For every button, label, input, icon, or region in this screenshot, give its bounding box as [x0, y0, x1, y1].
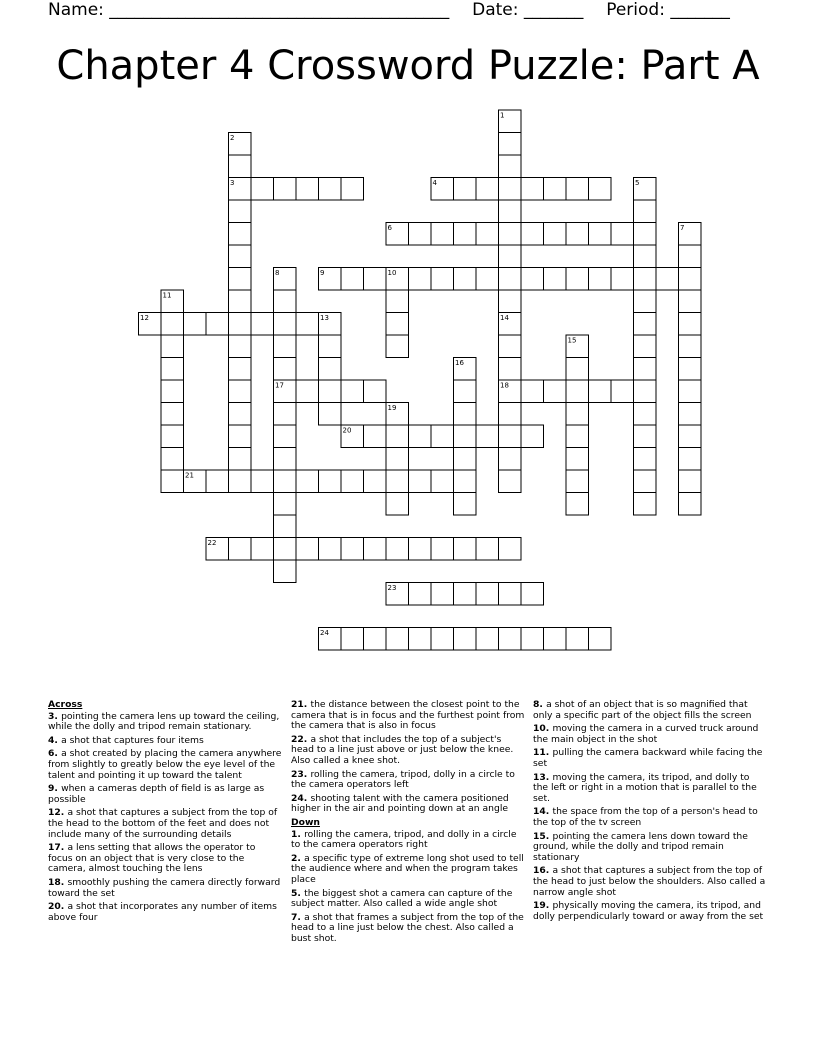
clue-number: 16 [455, 359, 464, 367]
grid-cell[interactable] [206, 470, 229, 493]
grid-cell[interactable] [161, 425, 184, 448]
grid-cell[interactable] [499, 245, 522, 268]
down-clue: 2. a specific type of extreme long shot used to tell the audience where and when the program takes place [291, 852, 524, 885]
grid-cell[interactable] [431, 628, 454, 651]
grid-cell[interactable] [499, 178, 522, 201]
across-clue: 24. shooting talent with the camera positioned higher in the air and pointing down at an angle [291, 792, 509, 815]
grid-cell[interactable] [566, 425, 589, 448]
clues-column-3 [533, 700, 767, 925]
grid-cell[interactable] [634, 403, 657, 426]
clue-number: 6 [387, 224, 392, 232]
grid-cell[interactable] [679, 358, 702, 381]
grid-cell[interactable] [499, 538, 522, 561]
grid-cell[interactable] [566, 380, 589, 403]
grid-cell[interactable] [229, 380, 252, 403]
grid-cell[interactable] [454, 403, 477, 426]
grid-cell[interactable] [499, 290, 522, 313]
grid-cell[interactable] [229, 403, 252, 426]
grid-cell[interactable] [161, 335, 184, 358]
grid-cell[interactable] [679, 425, 702, 448]
grid-cell[interactable] [296, 470, 319, 493]
clue-number: 20 [342, 426, 352, 435]
grid-cell[interactable] [476, 223, 499, 246]
grid-cell[interactable] [364, 538, 387, 561]
clues-column-2 [291, 700, 525, 947]
period-field[interactable]: Period: _______ [606, 0, 730, 20]
down-clue: 7. a shot that frames a subject from the top of the head to a line just below the chest. Also called a bust shot. [291, 911, 524, 944]
grid-cell[interactable] [409, 538, 432, 561]
grid-cell[interactable] [656, 268, 679, 291]
down-clue: 16. a shot that captures a subject from the top of the head to just below the shoulders. Also called a narrow angle shot [533, 865, 766, 898]
clue-number: 22 [207, 539, 217, 547]
grid-cell[interactable] [296, 380, 319, 403]
grid-cell[interactable] [634, 493, 657, 516]
grid-cell[interactable] [319, 403, 342, 426]
grid-cell[interactable] [409, 470, 432, 493]
section-heading-across: Across [48, 699, 83, 710]
across-clue: 12. a shot that captures a subject from the top of the head to the bottom of the feet and does not include many of the surrounding details [48, 807, 278, 840]
grid-cell[interactable] [634, 245, 657, 268]
grid-cell[interactable] [161, 448, 184, 471]
grid-cell[interactable] [364, 268, 387, 291]
grid-cell[interactable] [454, 178, 477, 201]
clue-number: 13 [320, 314, 329, 322]
grid-cell[interactable] [454, 538, 477, 561]
grid-cell[interactable] [341, 268, 364, 291]
grid-cell[interactable] [274, 470, 297, 493]
grid-cell[interactable] [229, 268, 252, 291]
down-clue: 11. pulling the camera backward while facing the set [533, 747, 763, 769]
grid-cell[interactable] [251, 313, 274, 336]
clue-number: 21 [185, 471, 194, 480]
grid-cell[interactable] [566, 470, 589, 493]
grid-cell[interactable] [229, 313, 252, 336]
grid-cell[interactable] [499, 628, 522, 651]
grid-cell[interactable] [454, 470, 477, 493]
grid-cell[interactable] [499, 583, 522, 606]
grid-cell[interactable] [634, 313, 657, 336]
grid-cell[interactable] [341, 628, 364, 651]
grid-cell[interactable] [431, 223, 454, 246]
grid-cell[interactable] [521, 178, 544, 201]
grid-cell[interactable] [611, 380, 634, 403]
grid-cell[interactable] [634, 268, 657, 291]
across-clue: 6. a shot created by placing the camera anywhere from slightly to greatly below the eye level of the talent and pointing it up toward the talent [48, 748, 282, 781]
grid-cell[interactable] [566, 628, 589, 651]
grid-cell[interactable] [274, 560, 297, 583]
grid-cell[interactable] [566, 223, 589, 246]
grid-cell[interactable] [341, 470, 364, 493]
grid-cell[interactable] [544, 628, 567, 651]
clue-number: 2 [230, 134, 235, 142]
grid-cell[interactable] [566, 178, 589, 201]
grid-cell[interactable] [454, 223, 477, 246]
grid-cell[interactable] [679, 245, 702, 268]
across-clue: 21. the distance between the closest point to the camera that is in focus and the furthest point from the camera that is also in focus [291, 699, 525, 732]
grid-cell[interactable] [409, 268, 432, 291]
grid-cell[interactable] [229, 290, 252, 313]
grid-cell[interactable] [364, 380, 387, 403]
grid-cell[interactable] [521, 268, 544, 291]
grid-cell[interactable] [251, 538, 274, 561]
grid-cell[interactable] [319, 178, 342, 201]
grid-cell[interactable] [274, 448, 297, 471]
down-clue: 19. physically moving the camera, its tripod, and dolly perpendicularly toward or away from the set [533, 900, 764, 922]
across-clue: 22. a shot that includes the top of a subject's head to a line just above or just below the knee. Also called a knee shot. [291, 733, 514, 766]
clue-number: 11 [162, 291, 172, 300]
down-clue: 13. moving the camera, its tripod, and dolly to the left or right in a motion that is parallel to the set. [533, 771, 757, 804]
grid-cell[interactable] [499, 268, 522, 291]
grid-cell[interactable] [409, 425, 432, 448]
grid-cell[interactable] [499, 358, 522, 381]
grid-cell[interactable] [566, 448, 589, 471]
grid-cell[interactable] [634, 290, 657, 313]
grid-cell[interactable] [274, 403, 297, 426]
grid-cell[interactable] [634, 200, 657, 223]
grid-cell[interactable] [611, 268, 634, 291]
down-clue: 15. pointing the camera lens down toward the ground, while the dolly and tripod remain stationary [533, 830, 748, 863]
down-clue: 10. moving the camera in a curved truck around the main object in the shot [533, 723, 759, 745]
grid-cell[interactable] [521, 425, 544, 448]
clue-number: 14 [500, 314, 509, 322]
grid-cell[interactable] [229, 335, 252, 358]
grid-cell[interactable] [679, 448, 702, 471]
grid-cell[interactable] [679, 403, 702, 426]
clue-number: 7 [680, 224, 685, 232]
clue-number: 4 [432, 179, 437, 187]
grid-cell[interactable] [161, 470, 184, 493]
grid-cell[interactable] [634, 425, 657, 448]
grid-cell[interactable] [319, 538, 342, 561]
grid-cell[interactable] [229, 200, 252, 223]
across-clue: 18. smoothly pushing the camera directly forward toward the set [48, 876, 281, 899]
grid-cell[interactable] [634, 335, 657, 358]
grid-cell[interactable] [499, 448, 522, 471]
grid-cell[interactable] [206, 313, 229, 336]
grid-cell[interactable] [454, 448, 477, 471]
grid-cell[interactable] [161, 403, 184, 426]
grid-cell[interactable] [679, 470, 702, 493]
grid-cell[interactable] [476, 178, 499, 201]
grid-cell[interactable] [251, 178, 274, 201]
grid-cell[interactable] [274, 290, 297, 313]
grid-cell[interactable] [476, 425, 499, 448]
grid-cell[interactable] [274, 425, 297, 448]
grid-cell[interactable] [319, 470, 342, 493]
grid-cell[interactable] [386, 628, 409, 651]
grid-cell[interactable] [679, 493, 702, 516]
clue-number: 18 [500, 381, 509, 390]
grid-cell[interactable] [476, 538, 499, 561]
grid-cell[interactable] [364, 628, 387, 651]
grid-cell[interactable] [409, 223, 432, 246]
down-clue: 1. rolling the camera, tripod, and dolly in a circle to the camera operators right [291, 828, 517, 851]
grid-cell[interactable] [274, 515, 297, 538]
across-clue: 9. when a cameras depth of field is as large as possible [48, 783, 265, 805]
grid-cell[interactable] [544, 380, 567, 403]
grid-cell[interactable] [431, 538, 454, 561]
grid-cell[interactable] [589, 223, 612, 246]
grid-cell[interactable] [521, 583, 544, 606]
grid-cell[interactable] [161, 313, 184, 336]
clue-number: 1 [500, 111, 505, 120]
clue-number: 19 [387, 404, 397, 412]
grid-cell[interactable] [566, 358, 589, 381]
grid-cell[interactable] [589, 380, 612, 403]
grid-cell[interactable] [386, 493, 409, 516]
grid-cell[interactable] [634, 380, 657, 403]
grid-cell[interactable] [274, 313, 297, 336]
grid-cell[interactable] [454, 425, 477, 448]
grid-cell[interactable] [454, 380, 477, 403]
grid-cell[interactable] [679, 313, 702, 336]
grid-cell[interactable] [454, 628, 477, 651]
clue-number: 15 [567, 336, 577, 345]
grid-cell[interactable] [431, 268, 454, 291]
grid-cell[interactable] [611, 223, 634, 246]
grid-cell[interactable] [386, 335, 409, 358]
clue-number: 5 [635, 179, 640, 187]
down-clue: 14. the space from the top of a person's head to the top of the tv screen [533, 806, 758, 828]
grid-cell[interactable] [431, 425, 454, 448]
grid-cell[interactable] [229, 358, 252, 381]
grid-cell[interactable] [499, 200, 522, 223]
grid-cell[interactable] [386, 290, 409, 313]
grid-cell[interactable] [296, 178, 319, 201]
grid-cell[interactable] [499, 403, 522, 426]
clue-number: 9 [320, 269, 325, 277]
grid-cell[interactable] [589, 268, 612, 291]
grid-cell[interactable] [184, 313, 207, 336]
grid-cell[interactable] [679, 290, 702, 313]
section-heading-down: Down [291, 816, 320, 828]
grid-cell[interactable] [319, 358, 342, 381]
grid-cell[interactable] [386, 425, 409, 448]
grid-cell[interactable] [499, 470, 522, 493]
grid-cell[interactable] [499, 223, 522, 246]
grid-cell[interactable] [251, 470, 274, 493]
grid-cell[interactable] [341, 538, 364, 561]
grid-cell[interactable] [386, 470, 409, 493]
date-field[interactable]: Date: _______ [472, 0, 584, 20]
grid-cell[interactable] [499, 425, 522, 448]
grid-cell[interactable] [679, 335, 702, 358]
grid-cell[interactable] [229, 223, 252, 246]
grid-cell[interactable] [229, 538, 252, 561]
page-title: Chapter 4 Crossword Puzzle: Part A [56, 43, 760, 89]
grid-cell[interactable] [409, 583, 432, 606]
clue-number: 10 [387, 269, 397, 277]
clue-number: 8 [275, 269, 280, 277]
grid-cell[interactable] [499, 335, 522, 358]
grid-cell[interactable] [229, 425, 252, 448]
down-clue: 8. a shot of an object that is so magnified that only a specific part of the object fills the screen [533, 699, 752, 721]
grid-cell[interactable] [454, 583, 477, 606]
grid-cell[interactable] [544, 268, 567, 291]
clue-number: 17 [275, 381, 284, 390]
grid-cell[interactable] [274, 538, 297, 561]
grid-cell[interactable] [161, 358, 184, 381]
grid-cell[interactable] [364, 425, 387, 448]
grid-cell[interactable] [544, 223, 567, 246]
across-clue: 17. a lens setting that allows the operator to focus on an object that is very close to the camera, almost touching the lens [48, 842, 256, 875]
grid-cell[interactable] [229, 448, 252, 471]
grid-cell[interactable] [476, 628, 499, 651]
grid-cell[interactable] [386, 448, 409, 471]
grid-cell[interactable] [476, 583, 499, 606]
across-clue: 4. a shot that captures four items [48, 734, 204, 746]
grid-cell[interactable] [634, 448, 657, 471]
grid-cell[interactable] [341, 178, 364, 201]
grid-cell[interactable] [386, 538, 409, 561]
grid-cell[interactable] [634, 223, 657, 246]
grid-cell[interactable] [161, 380, 184, 403]
grid-cell[interactable] [454, 268, 477, 291]
across-clue: 23. rolling the camera, tripod, dolly in a circle to the camera operators left [291, 768, 515, 791]
grid-cell[interactable] [431, 583, 454, 606]
grid-cell[interactable] [589, 178, 612, 201]
grid-cell[interactable] [229, 155, 252, 178]
grid-cell[interactable] [296, 538, 319, 561]
grid-cell[interactable] [566, 403, 589, 426]
grid-cell[interactable] [566, 268, 589, 291]
grid-cell[interactable] [634, 358, 657, 381]
grid-cell[interactable] [499, 133, 522, 156]
grid-cell[interactable] [364, 470, 387, 493]
clue-number: 12 [140, 314, 149, 322]
name-field[interactable]: Name: ________________________________________ [48, 0, 450, 20]
grid-cell[interactable] [319, 380, 342, 403]
grid-cell[interactable] [544, 178, 567, 201]
down-clue: 5. the biggest shot a camera can capture of the subject matter. Also called a wide angle shot [291, 887, 513, 910]
across-clue: 3. pointing the camera lens up toward the ceiling, while the dolly and tripod remain stationary. [48, 710, 280, 733]
clue-number: 24 [320, 629, 329, 637]
grid-cell[interactable] [274, 178, 297, 201]
grid-cell[interactable] [296, 313, 319, 336]
grid-cell[interactable] [274, 358, 297, 381]
grid-cell[interactable] [679, 380, 702, 403]
grid-cell[interactable] [341, 380, 364, 403]
grid-cell[interactable] [319, 335, 342, 358]
grid-cell[interactable] [589, 628, 612, 651]
grid-cell[interactable] [679, 268, 702, 291]
grid-cell[interactable] [634, 470, 657, 493]
grid-cell[interactable] [521, 380, 544, 403]
grid-cell[interactable] [476, 268, 499, 291]
grid-cell[interactable] [499, 155, 522, 178]
grid-cell[interactable] [386, 313, 409, 336]
grid-cell[interactable] [274, 335, 297, 358]
clue-number: 3 [230, 179, 235, 187]
grid-cell[interactable] [521, 223, 544, 246]
across-clue: 20. a shot that incorporates any number of items above four [48, 901, 277, 923]
clues-column-1 [48, 700, 282, 926]
clue-number: 23 [387, 584, 397, 592]
grid-cell[interactable] [229, 470, 252, 493]
grid-cell[interactable] [274, 493, 297, 516]
grid-cell[interactable] [229, 245, 252, 268]
grid-cell[interactable] [521, 628, 544, 651]
grid-cell[interactable] [431, 470, 454, 493]
grid-cell[interactable] [566, 493, 589, 516]
grid-cell[interactable] [454, 493, 477, 516]
grid-cell[interactable] [409, 628, 432, 651]
